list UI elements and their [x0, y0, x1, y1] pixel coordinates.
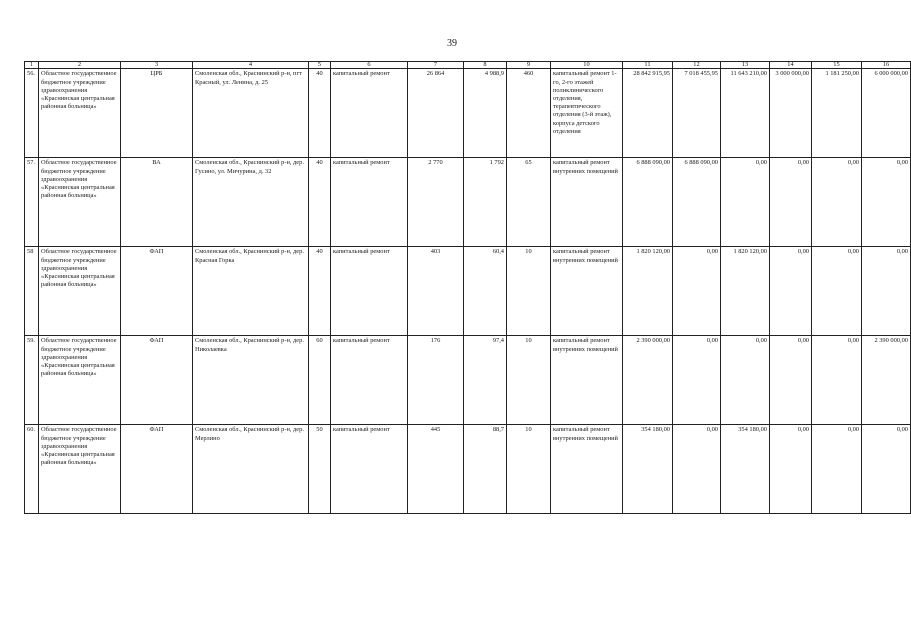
- amount-col15: 0,00: [812, 336, 862, 425]
- cell-col7: 445: [408, 425, 464, 514]
- row-number: 57.: [25, 158, 39, 247]
- header-cell: 3: [121, 62, 193, 69]
- work-type: капитальный ремонт: [331, 158, 408, 247]
- institution-name: Областное государственное бюджетное учреждение здравоохранения «Краснинская центральная районная больница»: [39, 69, 121, 158]
- facility-type: ФАП: [121, 425, 193, 514]
- table-row: [25, 425, 911, 514]
- amount-col13: 0,00: [721, 158, 770, 247]
- cell-col8: 4 988,9: [464, 69, 507, 158]
- cell-col8: 1 792: [464, 158, 507, 247]
- cell-col5: 40: [309, 247, 331, 336]
- amount-col13: 354 180,00: [721, 425, 770, 514]
- cell-col8: 88,7: [464, 425, 507, 514]
- amount-col14: 0,00: [770, 158, 812, 247]
- table-row: [25, 336, 911, 425]
- amount-col16: 0,00: [862, 158, 911, 247]
- institution-name: Областное государственное бюджетное учреждение здравоохранения «Краснинская центральная районная больница»: [39, 336, 121, 425]
- amount-col11: 354 180,00: [623, 425, 673, 514]
- row-number: 56.: [25, 69, 39, 158]
- amount-col15: 0,00: [812, 158, 862, 247]
- amount-col13: 0,00: [721, 336, 770, 425]
- registry-table: [24, 61, 911, 514]
- amount-col13: 1 820 120,00: [721, 247, 770, 336]
- work-type: капитальный ремонт: [331, 69, 408, 158]
- row-number: 60.: [25, 425, 39, 514]
- facility-type: ФАП: [121, 336, 193, 425]
- header-cell: 2: [39, 62, 121, 69]
- amount-col11: 1 820 120,00: [623, 247, 673, 336]
- header-cell: 7: [408, 62, 464, 69]
- header-cell: 16: [862, 62, 911, 69]
- table-row: [25, 69, 911, 158]
- amount-col14: 0,00: [770, 247, 812, 336]
- amount-col16: 6 000 000,00: [862, 69, 911, 158]
- cell-col9: 65: [507, 158, 551, 247]
- amount-col14: 3 000 000,00: [770, 69, 812, 158]
- amount-col16: 2 390 000,00: [862, 336, 911, 425]
- header-cell: 15: [812, 62, 862, 69]
- header-cell: 9: [507, 62, 551, 69]
- facility-type: ЦРБ: [121, 69, 193, 158]
- cell-col8: 60,4: [464, 247, 507, 336]
- amount-col14: 0,00: [770, 425, 812, 514]
- amount-col11: 28 842 915,95: [623, 69, 673, 158]
- facility-type: ФАП: [121, 247, 193, 336]
- facility-address: Смоленская обл., Краснинский р-н, дер. Мерлино: [193, 425, 309, 514]
- header-cell: 6: [331, 62, 408, 69]
- facility-address: Смоленская обл., Краснинский р-н, дер. Николаевка: [193, 336, 309, 425]
- work-description: капитальный ремонт внутренних помещений: [551, 247, 623, 336]
- cell-col9: 10: [507, 247, 551, 336]
- table-row: [25, 247, 911, 336]
- cell-col7: 26 864: [408, 69, 464, 158]
- institution-name: Областное государственное бюджетное учреждение здравоохранения «Краснинская центральная районная больница»: [39, 247, 121, 336]
- amount-col14: 0,00: [770, 336, 812, 425]
- header-cell: 1: [25, 62, 39, 69]
- page-number: 39: [447, 38, 457, 49]
- header-cell: 14: [770, 62, 812, 69]
- amount-col12: 6 888 090,00: [673, 158, 721, 247]
- header-cell: 5: [309, 62, 331, 69]
- facility-address: Смоленская обл., Краснинский р-н, пгт Красный, ул. Ленина, д. 25: [193, 69, 309, 158]
- amount-col12: 7 018 455,95: [673, 69, 721, 158]
- cell-col5: 60: [309, 336, 331, 425]
- cell-col9: 460: [507, 69, 551, 158]
- amount-col12: 0,00: [673, 336, 721, 425]
- header-cell: 8: [464, 62, 507, 69]
- work-description: капитальный ремонт 1-го, 2-го этажей поликлинического отделения, терапевтического отделения (3-й этаж), корпуса детского отделения: [551, 69, 623, 158]
- header-cell: 4: [193, 62, 309, 69]
- work-description: капитальный ремонт внутренних помещений: [551, 336, 623, 425]
- amount-col15: 0,00: [812, 247, 862, 336]
- amount-col16: 0,00: [862, 247, 911, 336]
- amount-col12: 0,00: [673, 247, 721, 336]
- amount-col13: 11 643 210,00: [721, 69, 770, 158]
- work-description: капитальный ремонт внутренних помещений: [551, 425, 623, 514]
- work-type: капитальный ремонт: [331, 425, 408, 514]
- amount-col12: 0,00: [673, 425, 721, 514]
- amount-col11: 2 390 000,00: [623, 336, 673, 425]
- header-cell: 12: [673, 62, 721, 69]
- institution-name: Областное государственное бюджетное учреждение здравоохранения «Краснинская центральная районная больница»: [39, 158, 121, 247]
- header-cell: 13: [721, 62, 770, 69]
- cell-col9: 10: [507, 425, 551, 514]
- facility-address: Смоленская обл., Краснинский р-н, дер. Красная Горка: [193, 247, 309, 336]
- facility-type: ВА: [121, 158, 193, 247]
- work-type: капитальный ремонт: [331, 247, 408, 336]
- cell-col8: 97,4: [464, 336, 507, 425]
- row-number: 59.: [25, 336, 39, 425]
- row-number: 58: [25, 247, 39, 336]
- header-cell: 11: [623, 62, 673, 69]
- table-row: [25, 158, 911, 247]
- cell-col5: 40: [309, 69, 331, 158]
- header-cell: 10: [551, 62, 623, 69]
- cell-col7: 176: [408, 336, 464, 425]
- cell-col7: 2 770: [408, 158, 464, 247]
- institution-name: Областное государственное бюджетное учреждение здравоохранения «Краснинская центральная районная больница»: [39, 425, 121, 514]
- header-row: [25, 62, 911, 69]
- cell-col7: 403: [408, 247, 464, 336]
- amount-col11: 6 888 090,00: [623, 158, 673, 247]
- facility-address: Смоленская обл., Краснинский р-н, дер. Гусино, ул. Мичурина, д. 32: [193, 158, 309, 247]
- cell-col5: 50: [309, 425, 331, 514]
- cell-col9: 10: [507, 336, 551, 425]
- cell-col5: 40: [309, 158, 331, 247]
- amount-col15: 1 181 250,00: [812, 69, 862, 158]
- work-description: капитальный ремонт внутренних помещений: [551, 158, 623, 247]
- amount-col15: 0,00: [812, 425, 862, 514]
- work-type: капитальный ремонт: [331, 336, 408, 425]
- amount-col16: 0,00: [862, 425, 911, 514]
